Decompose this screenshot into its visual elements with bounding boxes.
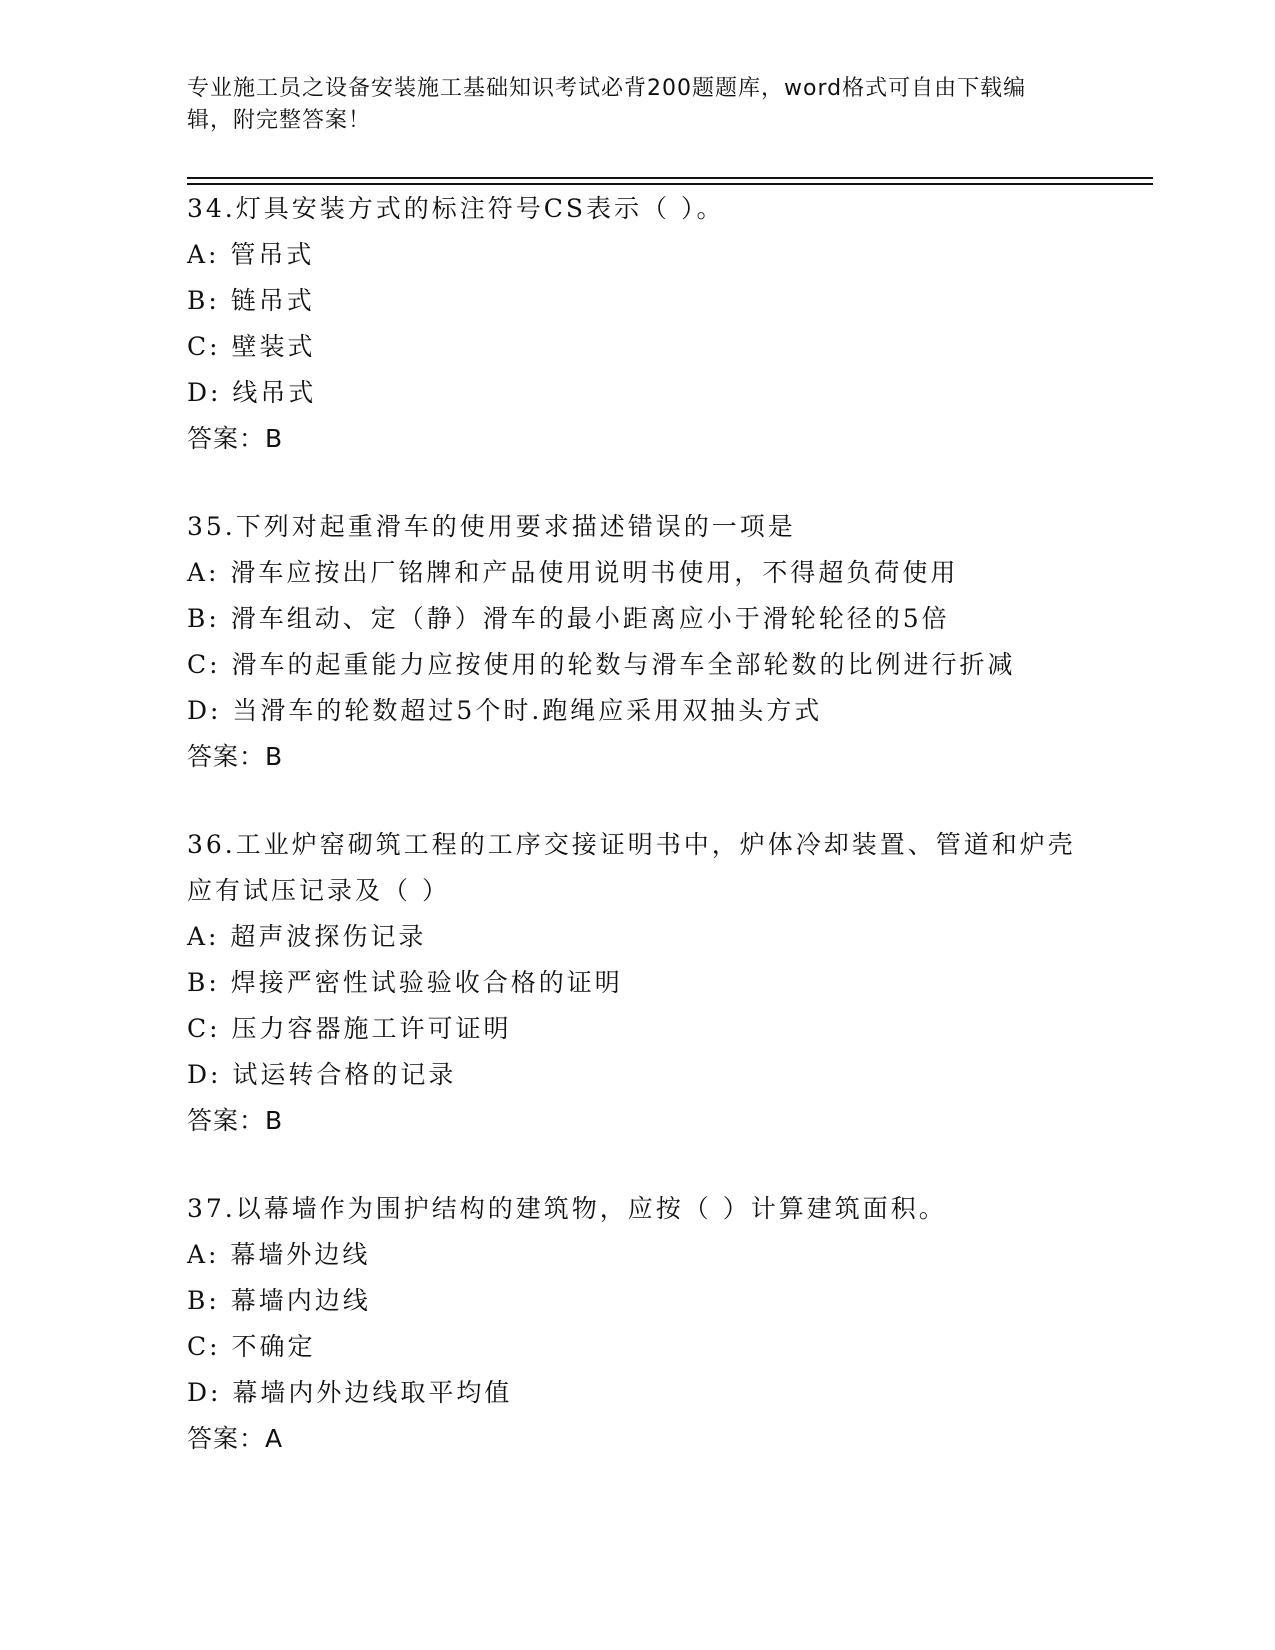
question-stem: 37.以幕墙作为围护结构的建筑物，应按（ ）计算建筑面积。 [187, 1194, 947, 1223]
option-b: B: 链吊式 [187, 286, 315, 315]
question-34 [187, 186, 1087, 462]
option-a: A: 幕墙外边线 [187, 1240, 371, 1269]
header-divider-bottom [187, 183, 1153, 185]
document-header-text: 专业施工员之设备安装施工基础知识考试必背200题题库，word格式可自由下载编辑，附完整答案！ [187, 76, 1027, 133]
answer-line: 答案：B [187, 1106, 284, 1135]
option-a: A: 超声波探伤记录 [187, 922, 427, 951]
question-stem: 34.灯具安装方式的标注符号CS表示（ ）。 [187, 194, 725, 223]
question-stem: 36.工业炉窑砌筑工程的工序交接证明书中，炉体冷却装置、管道和炉壳应有试压记录及（ ） [187, 830, 1076, 905]
answer-line: 答案：B [187, 742, 284, 771]
option-c: C: 不确定 [187, 1332, 316, 1361]
answer-line: 答案：B [187, 424, 284, 453]
option-c: C: 壁装式 [187, 332, 316, 361]
question-35 [187, 504, 1087, 780]
question-36 [187, 822, 1087, 1144]
option-b: B: 幕墙内边线 [187, 1286, 371, 1315]
answer-line: 答案：A [187, 1424, 284, 1453]
option-d: D: 试运转合格的记录 [187, 1060, 457, 1089]
option-b: B: 焊接严密性试验验收合格的证明 [187, 968, 623, 997]
option-d: D: 线吊式 [187, 378, 317, 407]
option-a: A: 管吊式 [187, 240, 315, 269]
question-stem: 35.下列对起重滑车的使用要求描述错误的一项是 [187, 512, 796, 541]
option-d: D: 幕墙内外边线取平均值 [187, 1378, 513, 1407]
question-37 [187, 1186, 1087, 1462]
option-d: D: 当滑车的轮数超过5个时.跑绳应采用双抽头方式 [187, 696, 823, 725]
option-b: B: 滑车组动、定（静）滑车的最小距离应小于滑轮轮径的5倍 [187, 604, 950, 633]
option-a: A: 滑车应按出厂铭牌和产品使用说明书使用，不得超负荷使用 [187, 558, 959, 587]
header-divider-top [187, 177, 1153, 179]
option-c: C: 滑车的起重能力应按使用的轮数与滑车全部轮数的比例进行折减 [187, 650, 1016, 679]
option-c: C: 压力容器施工许可证明 [187, 1014, 512, 1043]
